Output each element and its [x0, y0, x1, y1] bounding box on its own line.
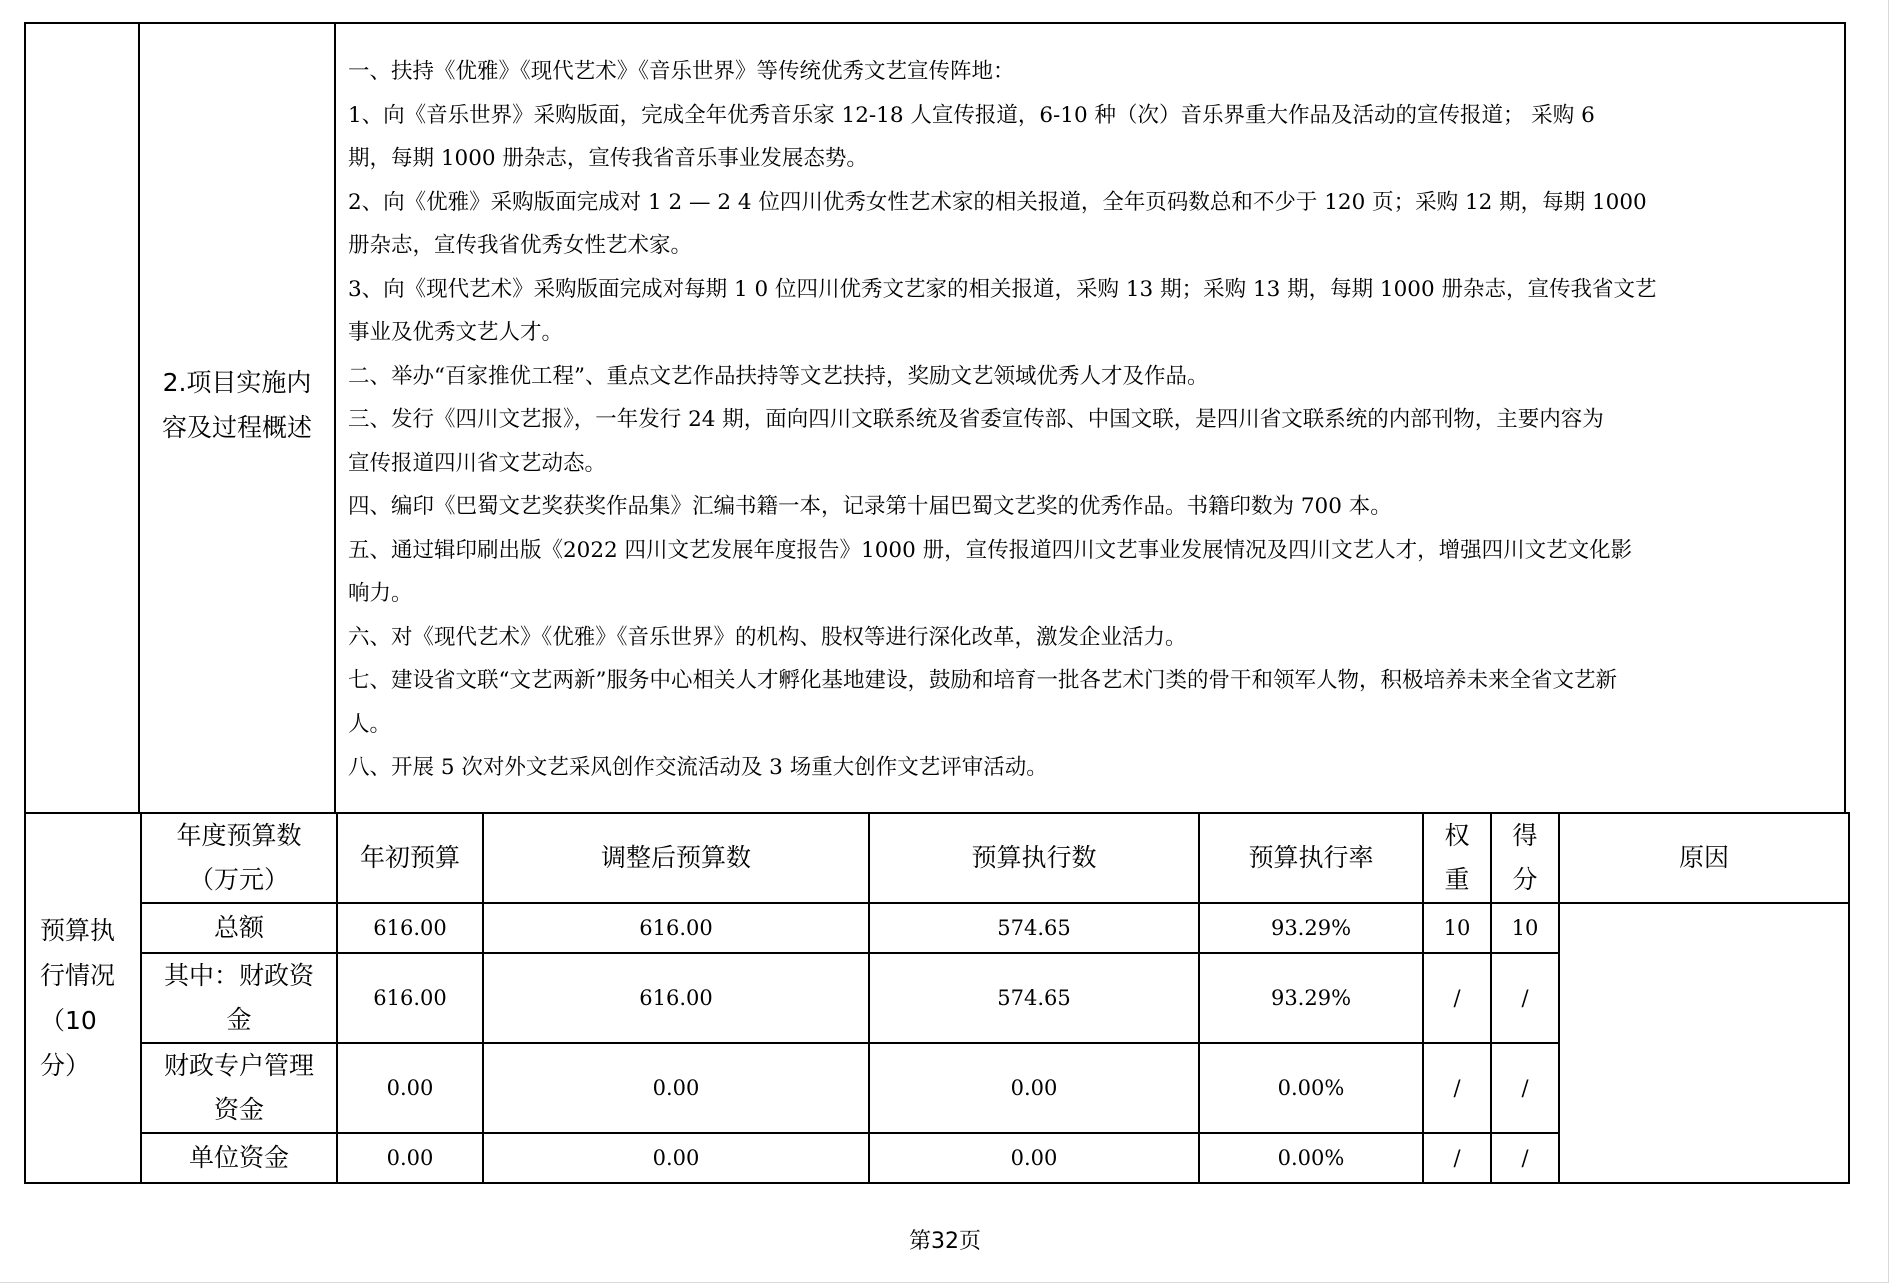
cell-score: /	[1491, 1133, 1559, 1183]
content-line: 响力。	[348, 581, 413, 606]
cell-score: 10	[1491, 903, 1559, 953]
header-score-line1: 得	[1512, 821, 1538, 850]
content-line: 期，每期 1000 册杂志，宣传我省音乐事业发展态势。	[348, 146, 868, 171]
header-weight	[1423, 813, 1491, 903]
project-content	[348, 50, 1836, 790]
cell-score: /	[1491, 953, 1559, 1043]
content-line: 四、编印《巴蜀文艺奖获奖作品集》汇编书籍一本，记录第十届巴蜀文艺奖的优秀作品。书籍印数为 700 本。	[348, 494, 1392, 519]
project-overview-label-line1: 2.项目实施内	[162, 368, 312, 397]
row-label-line1: 财政专户管理	[163, 1051, 314, 1080]
cell-initial: 0.00	[337, 1043, 483, 1133]
col1-border	[138, 22, 140, 814]
row-label: 总额	[141, 903, 337, 953]
header-annual-budget-line1: 年度预算数	[176, 821, 302, 850]
row-label-line2: 金	[226, 1005, 252, 1034]
cell-initial: 0.00	[337, 1133, 483, 1183]
budget-section-label	[25, 813, 141, 1183]
header-score-line2: 分	[1512, 865, 1538, 894]
cell-weight: /	[1423, 1133, 1491, 1183]
cell-weight: /	[1423, 953, 1491, 1043]
content-line: 一、扶持《优雅》《现代艺术》《音乐世界》等传统优秀文艺宣传阵地：	[348, 59, 1015, 84]
cell-executed: 574.65	[869, 953, 1199, 1043]
content-line: 二、举办“百家推优工程”、重点文艺作品扶持等文艺扶持，奖励文艺领域优秀人才及作品。	[348, 363, 1209, 389]
cell-rate: 0.00%	[1199, 1043, 1423, 1133]
table-row	[25, 903, 1849, 953]
cell-initial: 616.00	[337, 903, 483, 953]
cell-weight: /	[1423, 1043, 1491, 1133]
content-line: 八、开展 5 次对外文艺采风创作交流活动及 3 场重大创作文艺评审活动。	[348, 755, 1048, 780]
col2-border	[334, 22, 336, 814]
content-line: 册杂志，宣传我省优秀女性艺术家。	[348, 233, 693, 258]
page-number: 第32页	[909, 1229, 981, 1254]
cell-reason	[1559, 903, 1849, 1183]
row-label-line1: 其中：财政资	[163, 961, 314, 990]
cell-executed: 0.00	[869, 1043, 1199, 1133]
cell-rate: 0.00%	[1199, 1133, 1423, 1183]
cell-executed: 574.65	[869, 903, 1199, 953]
header-score	[1491, 813, 1559, 903]
header-weight-line2: 重	[1444, 865, 1470, 894]
cell-score: /	[1491, 1043, 1559, 1133]
project-overview-label	[142, 360, 332, 450]
header-executed: 预算执行数	[869, 813, 1199, 903]
cell-adjusted: 0.00	[483, 1043, 869, 1133]
content-line: 2、向《优雅》采购版面完成对 1 2 — 2 4 位四川优秀女性艺术家的相关报道，全年页码数总和不少于 120 页；采购 12 期，每期 1000	[348, 189, 1647, 215]
content-line: 人。	[348, 711, 392, 737]
content-line: 1、向《音乐世界》采购版面，完成全年优秀音乐家 12-18 人宣传报道，6-10 种（次）音乐界重大作品及活动的宣传报道； 采购 6	[348, 102, 1595, 128]
header-annual-budget-line2: （万元）	[188, 865, 289, 894]
content-line: 七、建设省文联“文艺两新”服务中心相关人才孵化基地建设，鼓励和培育一批各艺术门类的骨干和领军人物，积极培养未来全省文艺新	[348, 668, 1617, 693]
cell-executed: 0.00	[869, 1133, 1199, 1183]
row-label	[141, 953, 337, 1043]
budget-header-row	[25, 813, 1849, 903]
row-label	[141, 1043, 337, 1133]
header-execution-rate: 预算执行率	[1199, 813, 1423, 903]
cell-adjusted: 616.00	[483, 903, 869, 953]
header-adjusted-budget: 调整后预算数	[483, 813, 869, 903]
cell-rate: 93.29%	[1199, 953, 1423, 1043]
table-left-border	[24, 22, 26, 814]
header-initial-budget: 年初预算	[337, 813, 483, 903]
header-annual-budget	[141, 813, 337, 903]
content-line: 五、通过辑印刷出版《2022 四川文艺发展年度报告》1000 册，宣传报道四川文艺事业发展情况及四川文艺人才，增强四川文艺文化影	[348, 537, 1633, 563]
cell-rate: 93.29%	[1199, 903, 1423, 953]
table-right-border	[1844, 22, 1846, 814]
budget-section-line2: 行情况	[40, 961, 116, 990]
content-line: 3、向《现代艺术》采购版面完成对每期 1 0 位四川优秀文艺家的相关报道，采购 13 期；采购 13 期，每期 1000 册杂志，宣传我省文艺	[348, 276, 1657, 302]
cell-adjusted: 0.00	[483, 1133, 869, 1183]
budget-table	[24, 812, 1850, 1184]
row-label-line2: 资金	[213, 1095, 264, 1124]
cell-initial: 616.00	[337, 953, 483, 1043]
table-top-border	[24, 22, 1846, 24]
header-reason: 原因	[1559, 813, 1849, 903]
content-line: 宣传报道四川省文艺动态。	[348, 450, 607, 476]
content-line: 六、对《现代艺术》《优雅》《音乐世界》的机构、股权等进行深化改革，激发企业活力。	[348, 624, 1187, 650]
cell-weight: 10	[1423, 903, 1491, 953]
budget-section-line1: 预算执	[40, 916, 116, 945]
cell-adjusted: 616.00	[483, 953, 869, 1043]
header-weight-line1: 权	[1444, 821, 1470, 850]
content-line: 事业及优秀文艺人才。	[348, 320, 564, 345]
content-line: 三、发行《四川文艺报》，一年发行 24 期，面向四川文联系统及省委宣传部、中国文联，是四川省文联系统的内部刊物，主要内容为	[348, 407, 1604, 432]
budget-section-line3: （10	[40, 1006, 97, 1035]
row-label: 单位资金	[141, 1133, 337, 1183]
project-overview-label-line2: 容及过程概述	[161, 413, 312, 442]
budget-section-line4: 分）	[40, 1051, 91, 1080]
